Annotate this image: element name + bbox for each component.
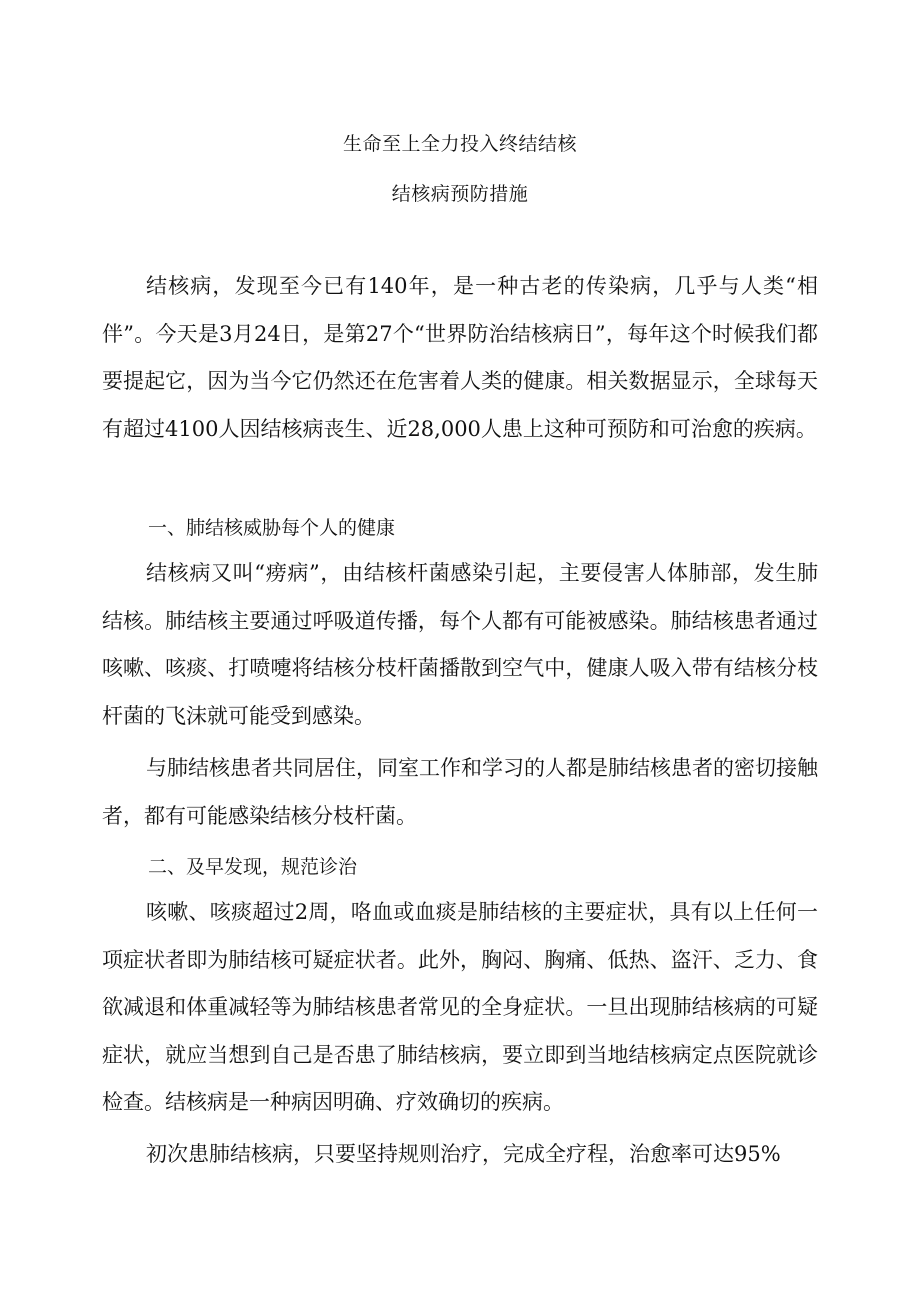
body-paragraph: 结核病又叫“痨病”，由结核杆菌感染引起，主要侵害人体肺部，发生肺结核。肺结核主要通过呼吸道传播，每个人都有可能被感染。肺结核患者通过咳嗽、咳痰、打喷嚏将结核分枝杆菌播散到空气中，健康人吸入带有结核分枝杆菌的飞沫就可能受到感染。 xyxy=(102,561,818,728)
body-paragraph: 初次患肺结核病，只要坚持规则治疗，完成全疗程，治愈率可达95% xyxy=(146,1142,781,1166)
document-title: 生命至上全力投入终结结核 xyxy=(342,133,577,155)
intro-paragraph: 结核病，发现至今已有140年，是一种古老的传染病，几乎与人类“相伴”。今天是3月24日，是第27个“世界防治结核病日”，每年这个时候我们都要提起它，因为当今它仍然还在危害着人类的健康。相关数据显示，全球每天有超过4100人因结核病丧生、近28,000人患上这种可预防和可治愈的疾病。 xyxy=(102,274,818,441)
document-subtitle: 结核病预防措施 xyxy=(391,183,529,205)
body-paragraph: 咳嗽、咳痰超过2周，咯血或血痰是肺结核的主要症状，具有以上任何一项症状者即为肺结核可疑症状者。此外，胸闷、胸痛、低热、盗汗、乏力、食欲减退和体重减轻等为肺结核患者常见的全身症状。一旦出现肺结核病的可疑症状，就应当想到自己是否患了肺结核病，要立即到当地结核病定点医院就诊检查。结核病是一种病因明确、疗效确切的疾病。 xyxy=(102,900,818,1114)
body-paragraph: 与肺结核患者共同居住，同室工作和学习的人都是肺结核患者的密切接触者，都有可能感染结核分枝杆菌。 xyxy=(102,756,818,828)
section-heading: 一、肺结核威胁每个人的健康 xyxy=(148,517,396,539)
section-heading: 二、及早发现，规范诊治 xyxy=(148,856,358,878)
